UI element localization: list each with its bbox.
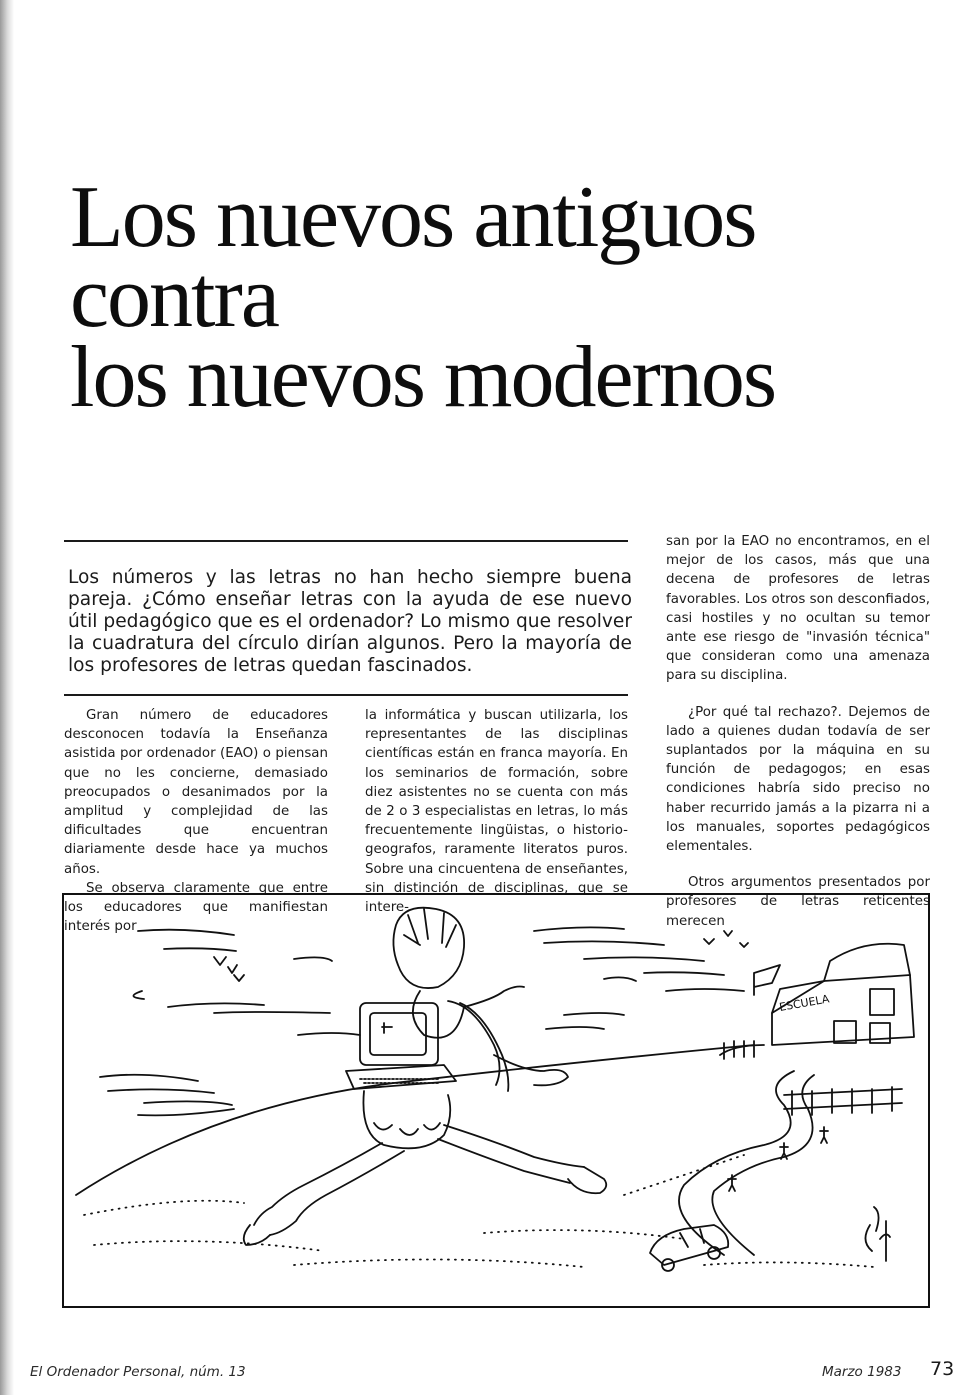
paragraph: Gran número de educadores desconocen todavía la Enseñanza asistida por ordenador (EAO) o piensan que no les concierne, demasiado preocupados o desanimados por la amplitud y complejidad de las dificultades que encuentran diariamente desde hace ya muchos años.	[64, 708, 328, 877]
paragraph: Otros argumentos presentados por profesores de letras reticentes merecen	[666, 875, 930, 929]
speed-lines	[100, 927, 744, 1115]
artist-signature	[865, 1207, 890, 1261]
lead-top-rule	[64, 540, 628, 542]
school-building	[754, 944, 914, 1045]
school-sign: ESCUELA	[778, 992, 831, 1014]
title-line-2: contra	[70, 249, 278, 346]
paragraph: ¿Por qué tal rechazo?. Dejemos de lado a quienes dudan todavía de ser suplantados por la máquina en su función de pedagogos; en esas condiciones habría sido preciso no haber recurrido jamás a la pizarra ni a los manuales, soportes pedagógicos elementales.	[666, 704, 930, 855]
page-edge-shadow	[0, 0, 14, 1395]
article-title	[70, 169, 930, 426]
paragraph: Se observa claramente que entre los educadores que manifiestan interés por	[64, 880, 328, 935]
cartoon-illustration	[62, 893, 930, 1308]
birds	[214, 931, 748, 981]
article-lead: Los números y las letras no han hecho siempre buena pareja. ¿Cómo enseñar letras con la ayuda de ese nuevo útil pedagógico que es el ordenador? Lo mismo que resolver la cuadratura del círculo dirían algunos. Pero la mayoría de los profesores de letras quedan fascinados.	[68, 567, 632, 676]
lead-bottom-rule	[64, 694, 628, 696]
footer-publication: El Ordenador Personal, núm. 13	[30, 1364, 246, 1380]
paragraph: la informática y buscan utilizarla, los representantes de las disciplinas científicas están en franca mayoría. En los seminarios de formación, sobre diez asistentes no se cuenta con más de 2 o 3 especialistas en letras, lo más frecuentemente lingüistas, o historio-geografos, raramente literatos puros. Sobre una cincuentena de enseñantes, sin distinción de disciplinas, que se intere-	[365, 708, 628, 916]
page-number: 73	[930, 1358, 955, 1380]
title-line-1: Los nuevos antiguos	[70, 169, 756, 266]
body-column-3	[666, 532, 930, 931]
car	[650, 1225, 728, 1271]
title-line-3: los nuevos modernos	[70, 329, 776, 426]
paragraph: san por la EAO no encontramos, en el mejor de los casos, más que una decena de profesores de letras favorables. Los otros son desconfiados, casi hostiles y no ocultan su temor ante ese riesgo de "invasión técnica" que consideran como una amenaza para su disciplina.	[666, 534, 930, 684]
body-column-2	[365, 706, 628, 917]
footer-date: Marzo 1983	[822, 1364, 902, 1380]
grass-dots	[84, 1155, 874, 1267]
